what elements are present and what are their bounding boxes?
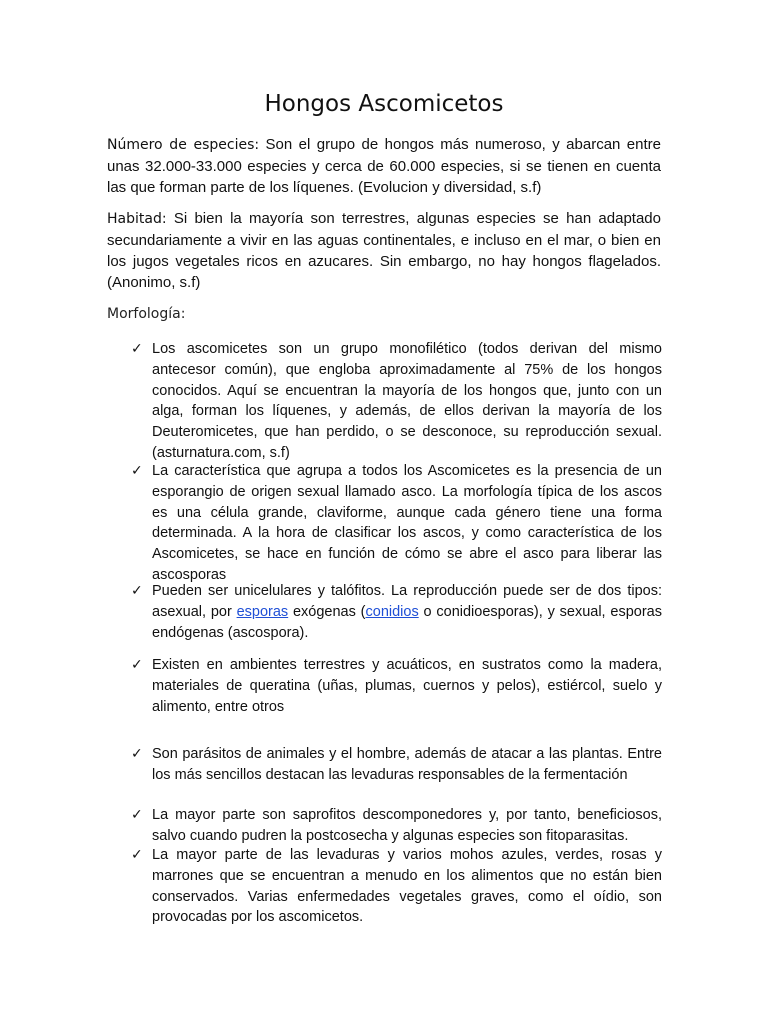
page-title: Hongos Ascomicetos <box>264 91 504 117</box>
habitat-text: Si bien la mayoría son terrestres, algunas especies se han adaptado secundariamente a vivir en las aguas continentales, e incluso en el mar, o bien en los jugos vegetales ricos en azucares. Sin embargo, no hay hongos flagelados. (Anonimo, s.f) <box>107 210 661 291</box>
check-icon: ✓ <box>131 746 143 762</box>
morphology-heading: Morfología: <box>107 306 186 322</box>
list-item <box>131 339 662 464</box>
habitat-paragraph <box>107 208 661 293</box>
habitat-label: Habitad: <box>107 211 167 227</box>
list-item-text: Los ascomicetes son un grupo monofilético (todos derivan del mismo antecesor común), que engloba aproximadamente al 75% de los hongos conocidos. Aquí se encuentran la mayoría de los hongos que, junto con un alga, forman los líquenes, y además, de ellos derivan la mayoría de los Deuteromicetes, que han perdido, o se desconoce, su reproducción sexual. (asturnatura.com, s.f) <box>152 341 662 461</box>
check-icon: ✓ <box>131 807 143 823</box>
list-item-text: Son parásitos de animales y el hombre, además de atacar a las plantas. Entre los más sencillos destacan las levaduras responsables de la fermentación <box>152 746 662 783</box>
check-icon: ✓ <box>131 847 143 863</box>
species-text: Son el grupo de hongos más numeroso, y abarcan entre unas 32.000-33.000 especies y cerca de 60.000 especies, si se tienen en cuenta las que forman parte de los líquenes. (Evolucion y diversidad, s.f) <box>107 136 661 196</box>
check-icon: ✓ <box>131 657 143 673</box>
list-item-text <box>152 581 662 643</box>
esporas-link[interactable]: esporas <box>236 603 289 620</box>
list-item <box>131 744 662 786</box>
reproduction-text-3: o conidioesporas), y sexual, esporas endógenas (ascospora). <box>152 603 662 641</box>
list-item <box>131 845 662 928</box>
species-paragraph <box>107 134 661 198</box>
species-label: Número de especies: <box>107 137 260 153</box>
check-icon: ✓ <box>131 341 143 357</box>
reproduction-text-1: Pueden ser unicelulares y talófitos. La reproducción puede ser de dos tipos: asexual, por <box>152 583 662 620</box>
list-item <box>131 655 662 717</box>
list-item-text: La mayor parte de las levaduras y varios mohos azules, verdes, rosas y marrones que se encuentran a menudo en los alimentos que no están bien conservados. Varias enfermedades vegetales graves, como el oídio, son provocadas por los ascomicetos. <box>152 847 662 926</box>
reproduction-text-2: exógenas ( <box>288 603 366 620</box>
list-item-text: Existen en ambientes terrestres y acuáticos, en sustratos como la madera, materiales de queratina (uñas, plumas, cuernos y pelos), estiércol, suelo y alimento, entre otros <box>152 657 662 715</box>
check-icon: ✓ <box>131 583 143 599</box>
list-item-text: La mayor parte son saprofitos descomponedores y, por tanto, beneficiosos, salvo cuando pudren la postcosecha y algunas especies son fitoparasitas. <box>152 807 662 844</box>
list-item <box>131 805 662 847</box>
conidios-link[interactable]: conidios <box>365 603 419 620</box>
list-item-text: La característica que agrupa a todos los Ascomicetes es la presencia de un esporangio de origen sexual llamado asco. La morfología típica de los ascos es una célula grande, claviforme, aunque cada género tiene una forma determinada. A la hora de clasificar los ascos, y como característica de los Ascomicetes, se hace en función de cómo se abre el asco para liberar las ascosporas <box>152 463 662 583</box>
list-item <box>131 461 662 586</box>
check-icon: ✓ <box>131 463 143 479</box>
list-item <box>131 581 662 643</box>
